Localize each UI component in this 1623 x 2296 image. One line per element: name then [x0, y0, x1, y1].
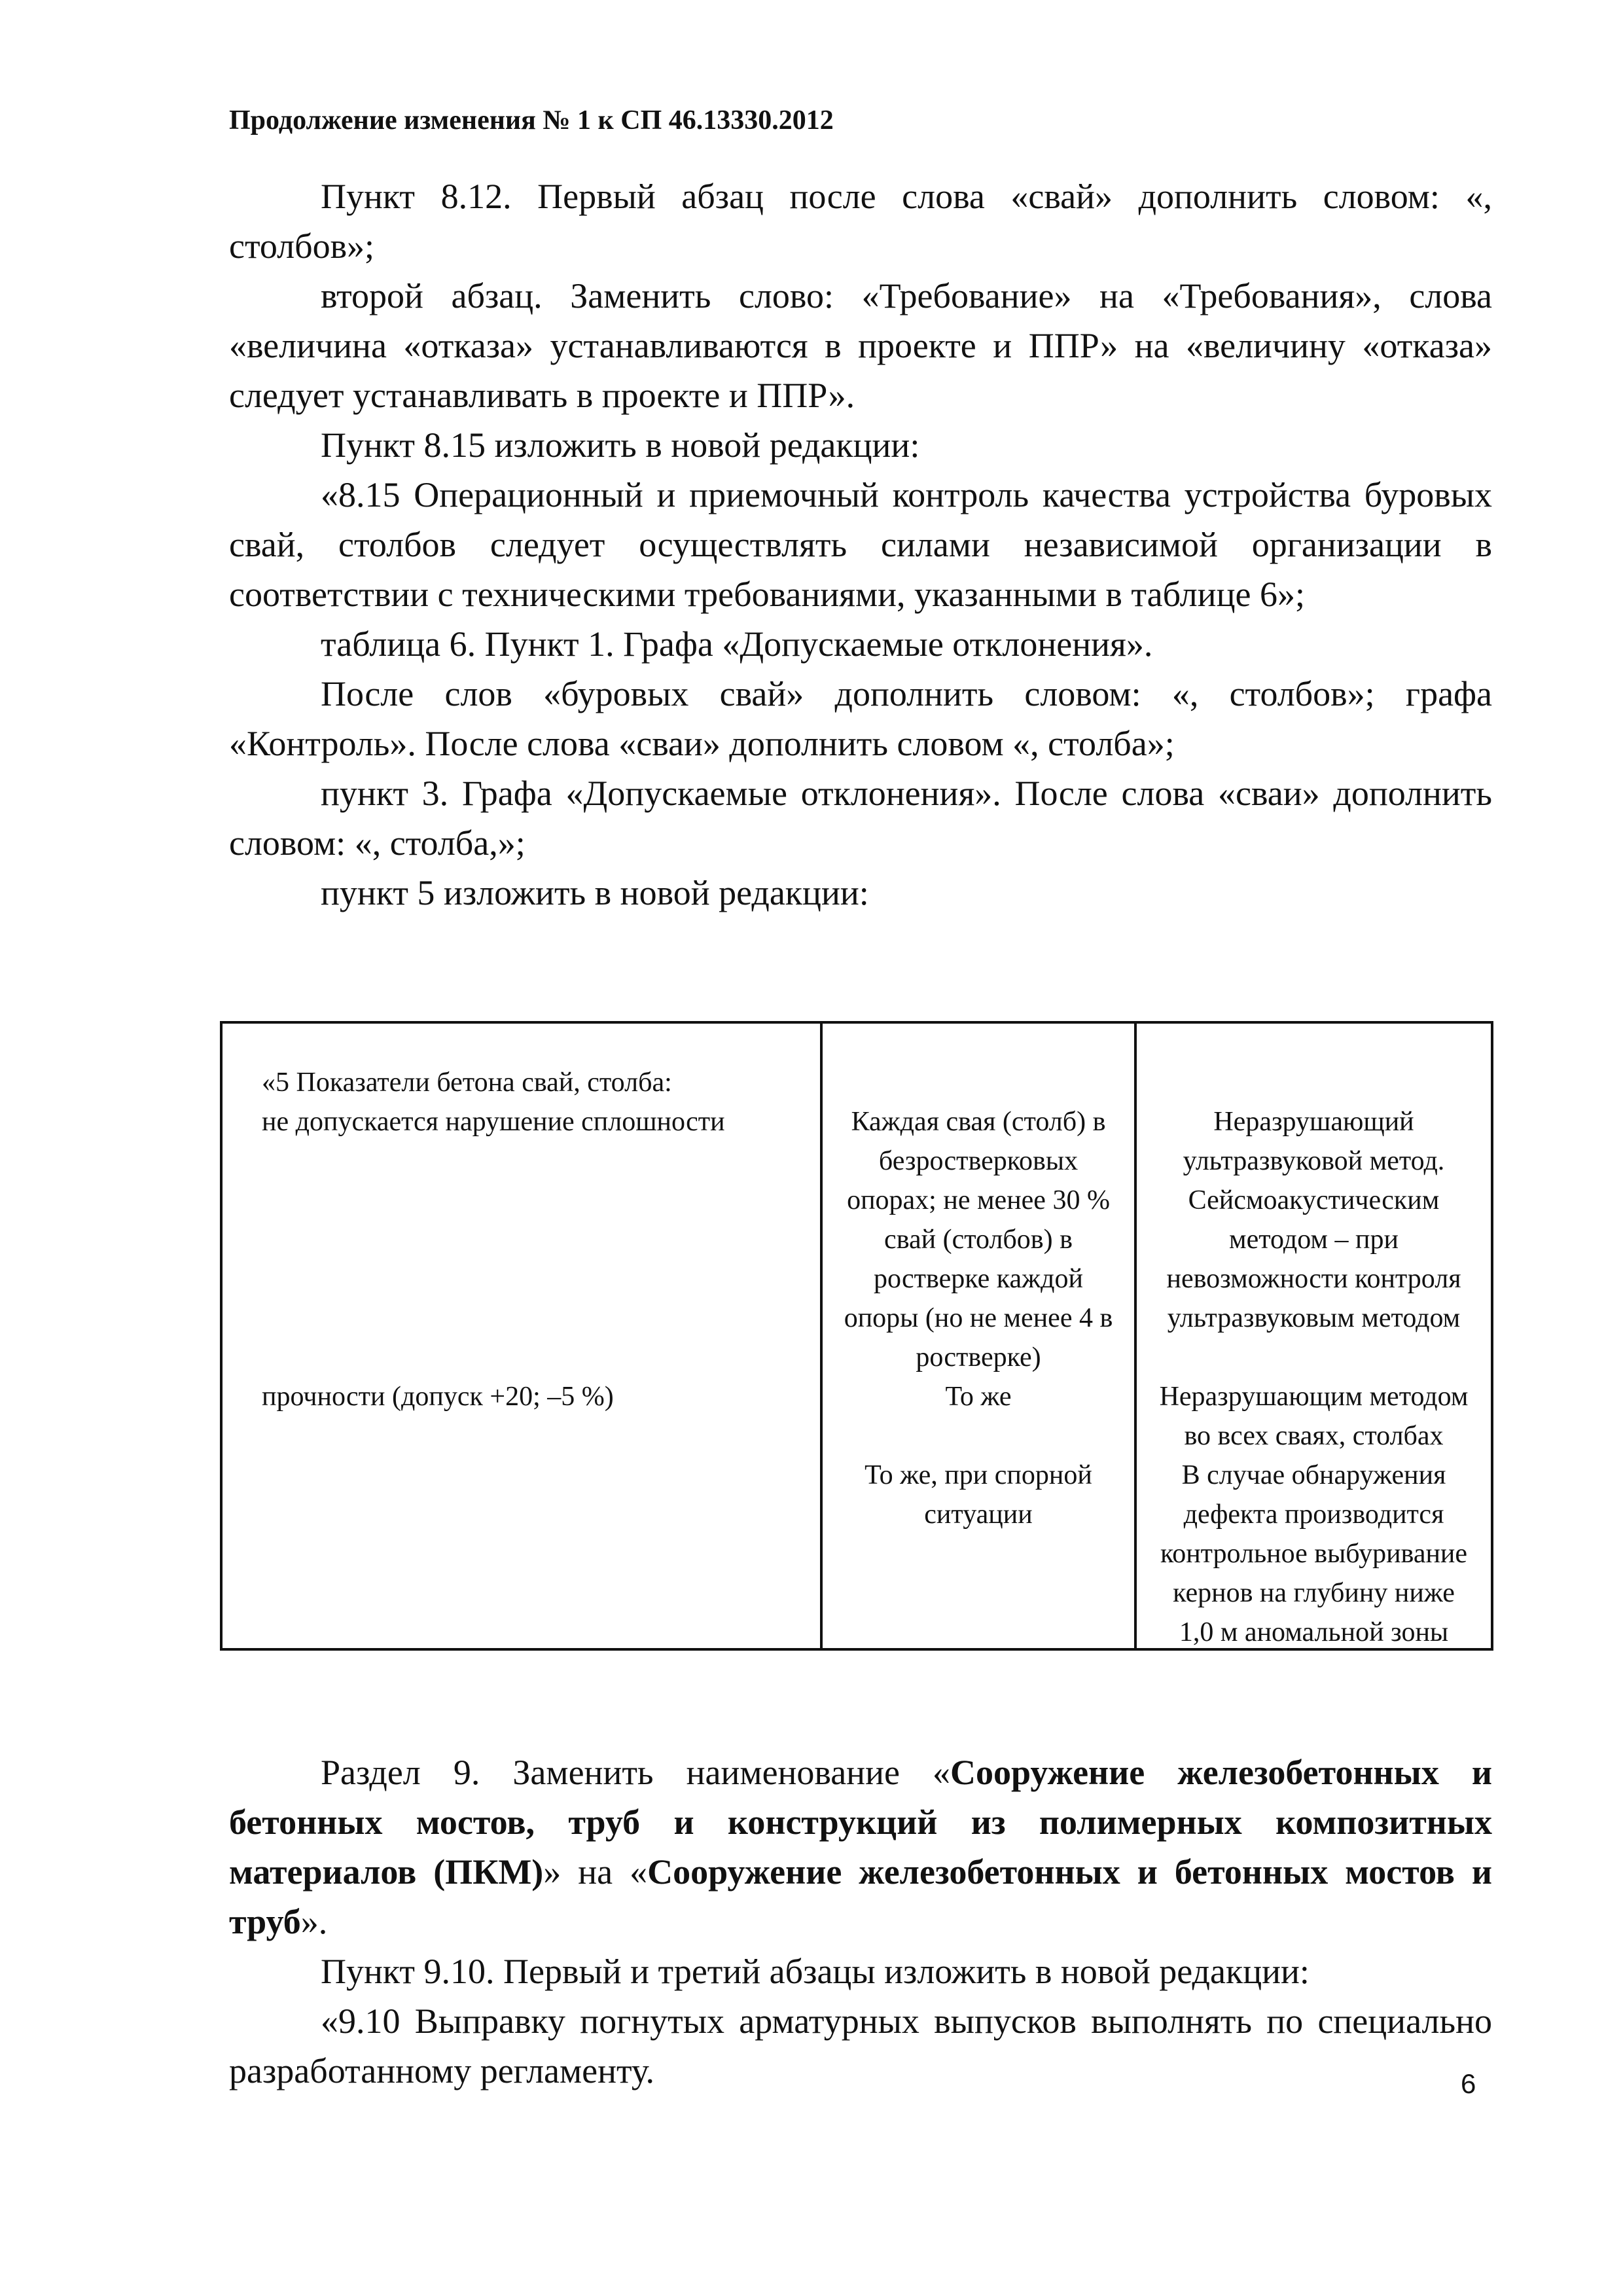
- table-cell-text: Сейсмоакустическим: [1188, 1185, 1440, 1215]
- table-cell-text: дефекта производится: [1183, 1499, 1444, 1530]
- table-cell-text: опоры (но не менее 4 в: [844, 1303, 1113, 1333]
- table-cell-text: ситуации: [924, 1499, 1033, 1530]
- table-cell-text: ультразвуковой метод.: [1183, 1146, 1445, 1176]
- document-header: Продолжение изменения № 1 к СП 46.13330.2012: [229, 105, 834, 135]
- paragraph: пункт 5 изложить в новой редакции:: [321, 873, 869, 912]
- table-column-method: [1134, 1024, 1491, 1648]
- table-cell-block: [823, 1456, 1134, 1534]
- table-cell-text: прочности (допуск +20; –5 %): [262, 1382, 614, 1412]
- paragraph: таблица 6. Пункт 1. Графа «Допускаемые отклонения».: [321, 624, 1153, 664]
- paragraph: пункт 3. Графа «Допускаемые отклонения». После слова «сваи» дополнить словом: «, столба,»;: [229, 774, 1492, 863]
- paragraph: Пункт 9.10. Первый и третий абзацы изложить в новой редакции:: [321, 1952, 1310, 1991]
- body-text-section9: [229, 1748, 1492, 2096]
- table-cell-text: кернов на глубину ниже: [1173, 1578, 1455, 1608]
- table-cell-text: не допускается нарушение сплошности: [262, 1107, 725, 1137]
- text-run: » на «: [543, 1852, 648, 1892]
- table-cell-text: безростверковых: [878, 1146, 1079, 1176]
- body-text-top: [229, 171, 1492, 918]
- table-cell-text: Неразрушающий: [1213, 1107, 1414, 1137]
- table-cell-text: То же, при спорной: [865, 1460, 1092, 1490]
- table-cell-text: ростверке): [916, 1342, 1041, 1372]
- table-cell-text: методом – при: [1229, 1225, 1399, 1255]
- paragraph: Пункт 8.12. Первый абзац после слова «свай» дополнить словом: «, столбов»;: [229, 177, 1492, 266]
- table-column-scope: [820, 1024, 1134, 1648]
- replacement-table: [220, 1021, 1493, 1651]
- paragraph: «8.15 Операционный и приемочный контроль качества устройства буровых свай, столбов следует осуществлять силами независимой организации в соответствии с техническими требованиями, указанными в таблице 6»;: [229, 475, 1492, 614]
- text-run-bold: Сооружение железобетонных и бетонных мостов, труб и конструкций из полимерных композитных материалов (ПКМ): [229, 1753, 1493, 1892]
- table-cell-text: во всех сваях, столбах: [1184, 1421, 1444, 1451]
- table-cell-text: невозможности контроля: [1166, 1264, 1461, 1294]
- paragraph: [229, 1748, 1492, 1946]
- table-cell-text: опорах; не менее 30 %: [847, 1185, 1110, 1215]
- page-number: 6: [1461, 2068, 1476, 2099]
- paragraph: второй абзац. Заменить слово: «Требование» на «Требования», слова «величина «отказа» устанавливаются в проекте и ППР» на «величину «отказа» следует устанавливать в проекте и ППР».: [229, 276, 1492, 415]
- table-cell-text: ультразвуковым методом: [1167, 1303, 1461, 1333]
- table-cell-text: То же: [945, 1382, 1012, 1412]
- table-cell-text: ростверке каждой: [873, 1264, 1084, 1294]
- table-cell-text: свай (столбов) в: [884, 1225, 1073, 1255]
- table-cell-block: [1137, 1377, 1491, 1456]
- table-column-indicator: [223, 1024, 820, 1648]
- table-cell-text: 1,0 м аномальной зоны: [1179, 1617, 1449, 1647]
- text-run: ».: [300, 1902, 328, 1941]
- paragraph: «9.10 Выправку погнутых арматурных выпусков выполнять по специально разработанному регламенту.: [229, 2001, 1492, 2090]
- table-cell-text: контрольное выбуривание: [1160, 1539, 1468, 1569]
- table-cell-text: В случае обнаружения: [1181, 1460, 1446, 1490]
- table-cell-text: Неразрушающим методом: [1159, 1382, 1469, 1412]
- text-run: Раздел 9. Заменить наименование «: [321, 1753, 951, 1792]
- paragraph: Пункт 8.15 изложить в новой редакции:: [321, 425, 920, 465]
- table-cell-text: «5 Показатели бетона свай, столба:: [262, 1067, 672, 1098]
- text-run-bold: Сооружение железобетонных и бетонных мостов и труб: [229, 1852, 1492, 1941]
- paragraph: После слов «буровых свай» дополнить словом: «, столбов»; графа «Контроль». После слова «сваи» дополнить словом «, столба»;: [229, 674, 1492, 763]
- table-cell-text: Каждая свая (столб) в: [851, 1107, 1106, 1137]
- table-cell-block: [1137, 1456, 1491, 1652]
